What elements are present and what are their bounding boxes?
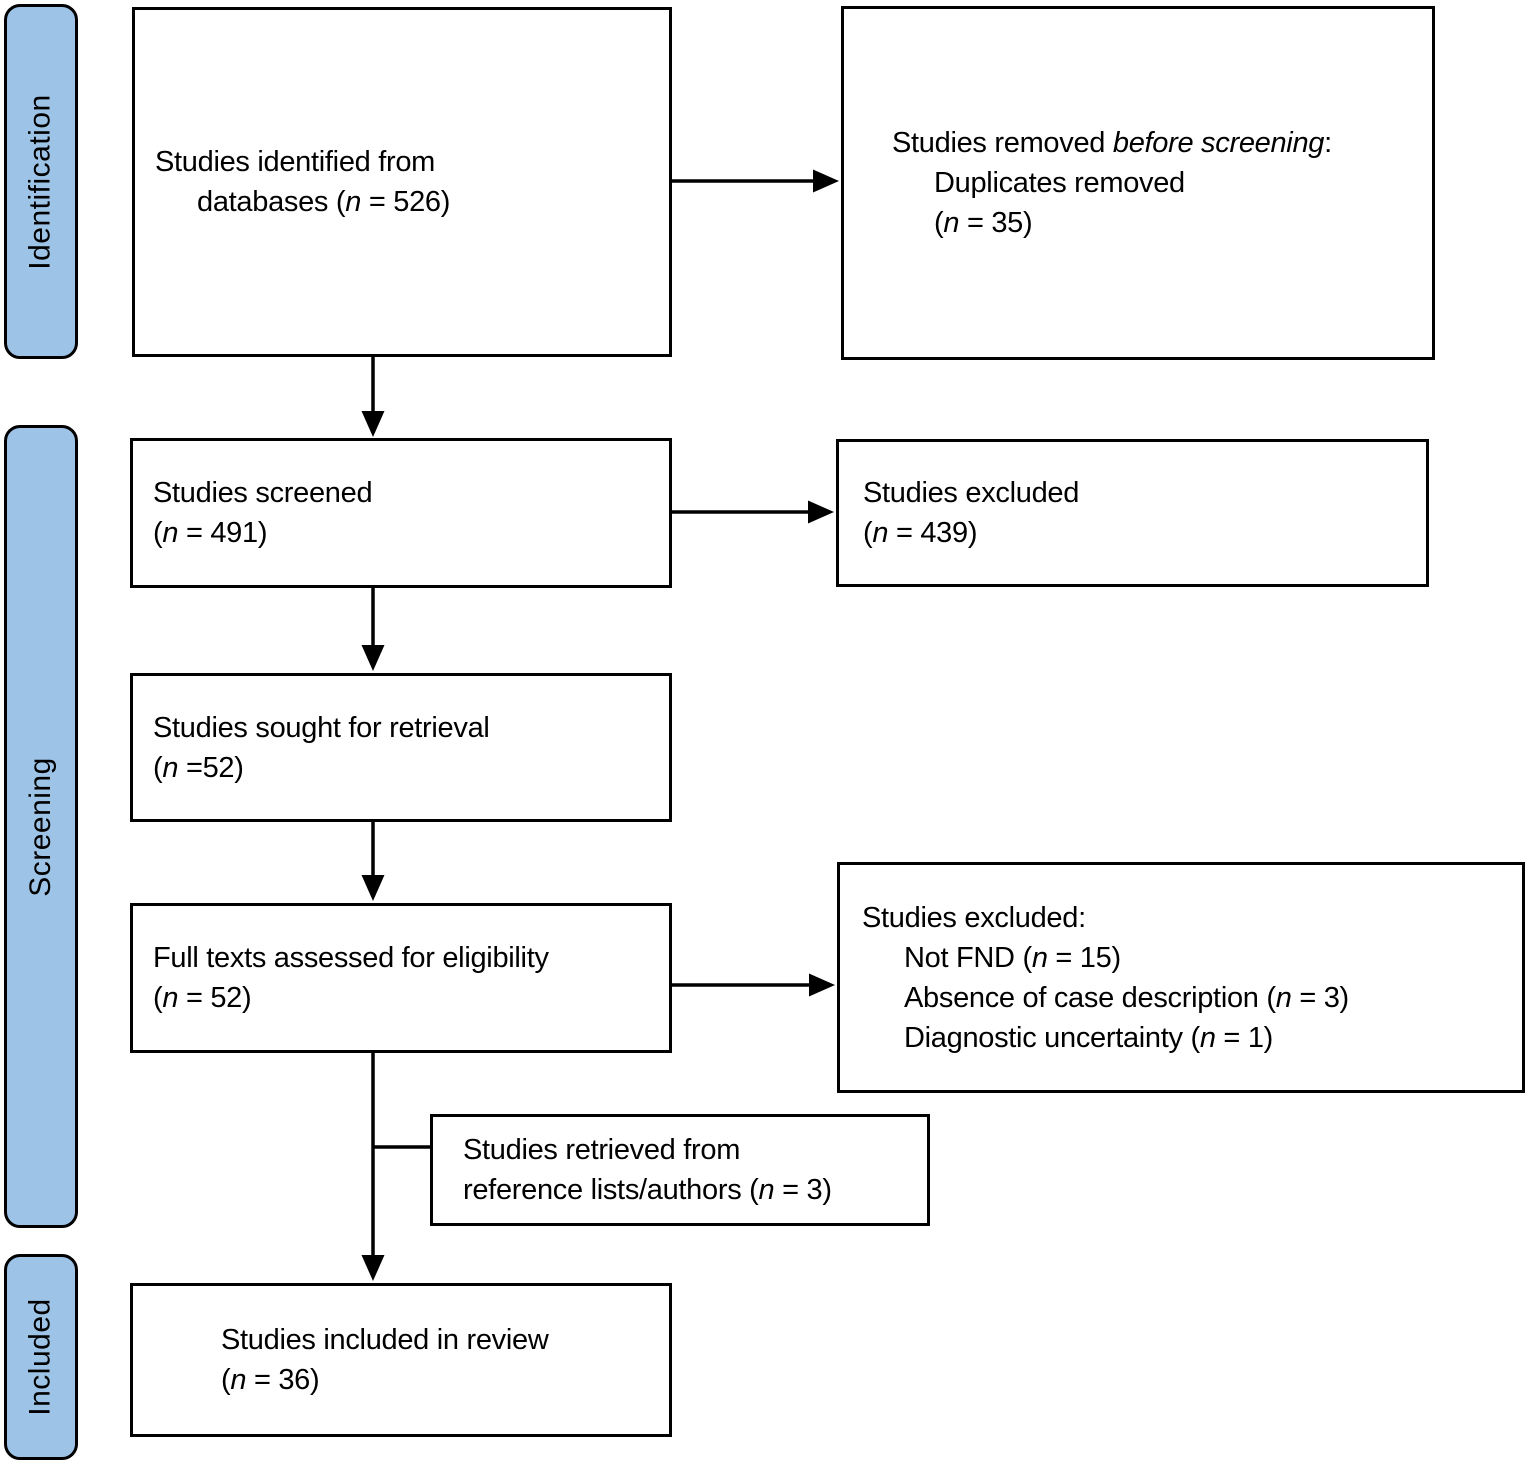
arrow-identified-to-removed — [672, 170, 839, 193]
box-text-line: Studies excluded — [863, 477, 1080, 509]
box-text-line: (n = 439) — [863, 517, 978, 549]
box-studies-identified — [132, 7, 672, 357]
box-text-line: reference lists/authors (n = 3) — [463, 1174, 832, 1206]
box-text-line: (n = 35) — [934, 207, 1033, 239]
box-text-line: Studies included in review — [221, 1324, 549, 1356]
box-text-line: (n = 491) — [153, 517, 268, 549]
box-studies-sought-for-retrieval — [130, 673, 672, 822]
box-text-line: Studies sought for retrieval — [153, 711, 490, 744]
box-text-line: Studies identified from — [155, 146, 436, 178]
box-text-line: Absence of case description (n = 3) — [904, 981, 1349, 1014]
box-text-line: Duplicates removed — [934, 167, 1185, 199]
box-text-line: (n = 36) — [221, 1364, 320, 1396]
stage-bar-screening — [4, 425, 78, 1228]
stage-bar-identification — [4, 4, 78, 359]
box-text-line: Studies screened — [153, 477, 373, 509]
box-text-line: (n = 52) — [153, 982, 252, 1014]
arrow-screened-to-sought — [362, 588, 385, 671]
arrow-identified-to-screened — [362, 357, 385, 437]
arrow-fulltexts-to-excluded-detail — [672, 974, 835, 997]
box-studies-screened — [130, 438, 672, 588]
arrow-fulltexts-to-included — [362, 1053, 385, 1281]
box-text-line: Studies removed before screening: — [892, 127, 1332, 159]
box-text-line: Studies retrieved from — [463, 1134, 741, 1166]
box-text-line: databases (n = 526) — [197, 186, 451, 218]
box-text-line: Full texts assessed for eligibility — [153, 942, 549, 974]
arrow-screened-to-excluded — [672, 501, 834, 524]
arrow-sought-to-fulltexts — [362, 822, 385, 901]
stage-label-identification: Identification — [24, 93, 58, 270]
box-studies-removed-before-screening — [841, 6, 1435, 360]
box-text-line: Studies excluded: — [862, 901, 1086, 934]
box-studies-included-in-review — [130, 1283, 672, 1437]
box-studies-retrieved-from-references — [430, 1114, 930, 1226]
stage-bar-included — [4, 1254, 78, 1460]
box-studies-excluded-reasons — [837, 862, 1525, 1093]
box-text-line: Not FND (n = 15) — [904, 941, 1121, 974]
box-studies-excluded — [836, 439, 1429, 587]
box-full-texts-assessed — [130, 903, 672, 1053]
box-text-line: (n =52) — [153, 751, 244, 784]
stage-label-included: Included — [24, 1298, 57, 1416]
stage-label-screening: Screening — [24, 756, 57, 897]
box-text-line: Diagnostic uncertainty (n = 1) — [904, 1021, 1274, 1054]
